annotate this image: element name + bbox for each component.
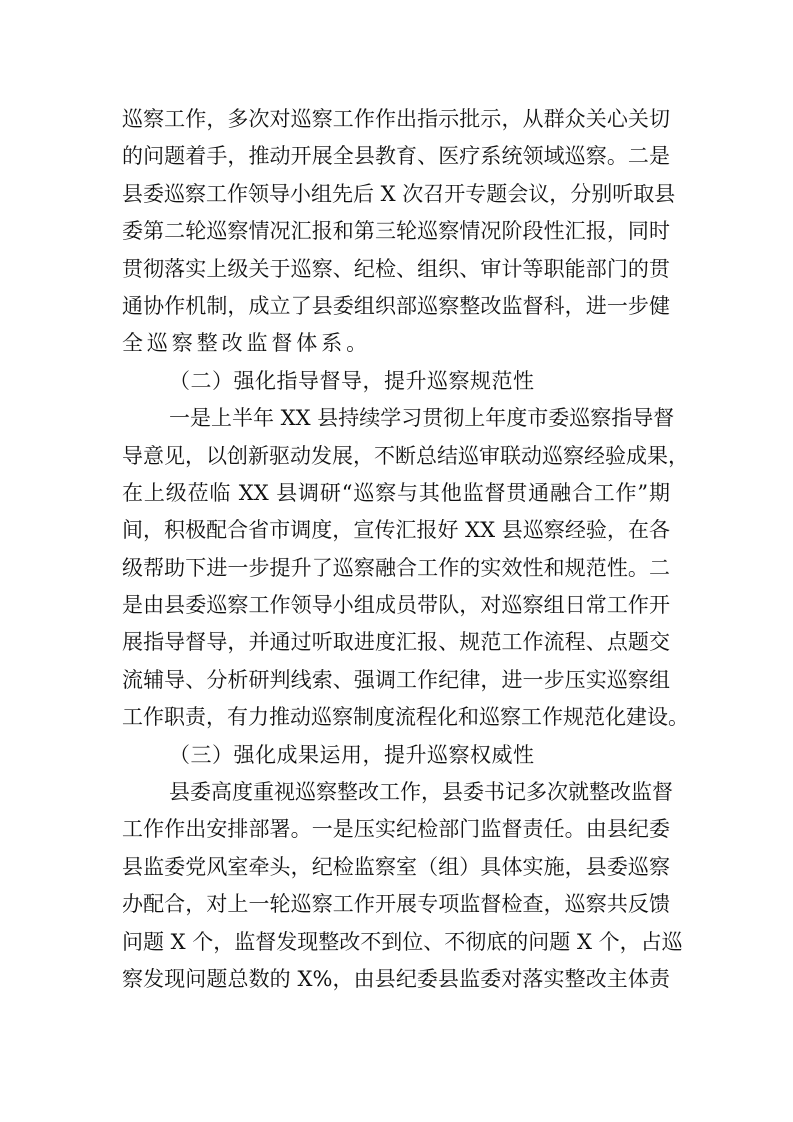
text-line: 委第二轮巡察情况汇报和第三轮巡察情况阶段性汇报，同时 — [122, 219, 670, 244]
text-line: 通协作机制，成立了县委组织部巡察整改监督科，进一步健 — [122, 293, 670, 318]
text-line: 间，积极配合省市调度，宣传汇报好 XX 县巡察经验，在各 — [122, 518, 670, 543]
text-line: 的问题着手，推动开展全县教育、医疗系统领域巡察。二是 — [122, 144, 670, 169]
text-line: 县委巡察工作领导小组先后 X 次召开专题会议，分别听取县 — [122, 181, 676, 206]
document-page — [122, 101, 689, 998]
text-line: 县委高度重视巡察整改工作，县委书记多次就整改监督 — [169, 780, 673, 805]
text-line: 县监委党风室牵头，纪检监察室（组）具体实施，县委巡察 — [122, 854, 670, 879]
text-line: 问题 X 个，监督发现整改不到位、不彻底的问题 X 个，占巡 — [122, 929, 683, 954]
paragraph — [122, 101, 676, 363]
text-line: 流辅导、分析研判线索、强调工作纪律，进一步压实巡察组 — [122, 667, 670, 692]
section-heading: （二）强化指导督导，提升巡察规范性 — [169, 368, 535, 393]
text-line: 导意见，以创新驱动发展，不断总结巡审联动巡察经验成果， — [122, 443, 689, 468]
text-line: 在上级莅临 XX 县调研“巡察与其他监督贯通融合工作”期 — [122, 480, 670, 505]
section-heading: （三）强化成果运用，提升巡察权威性 — [169, 742, 535, 767]
text-line: 工作职责，有力推动巡察制度流程化和巡察工作规范化建设。 — [122, 705, 689, 730]
text-line: 是由县委巡察工作领导小组成员带队，对巡察组日常工作开 — [122, 593, 670, 618]
text-line: 巡察工作，多次对巡察工作作出指示批示，从群众关心关切 — [122, 107, 670, 131]
text-line: 级帮助下进一步提升了巡察融合工作的实效性和规范性。二 — [122, 555, 670, 580]
text-line: 一是上半年 XX 县持续学习贯彻上年度市委巡察指导督 — [169, 406, 675, 431]
text-line: 察发现问题总数的 X%，由县纪委县监委对落实整改主体责 — [122, 966, 670, 991]
text-line: 全巡察整改监督体系。 — [122, 331, 371, 356]
text-line: 贯彻落实上级关于巡察、纪检、组织、审计等职能部门的贯 — [122, 256, 670, 281]
text-line: 工作作出安排部署。一是压实纪检部门监督责任。由县纪委 — [122, 817, 670, 842]
paragraph — [122, 774, 683, 998]
text-line: 展指导督导，并通过听取进度汇报、规范工作流程、点题交 — [122, 630, 670, 655]
text-line: 办配合，对上一轮巡察工作开展专项监督检查，巡察共反馈 — [122, 892, 670, 917]
paragraph — [122, 400, 689, 737]
